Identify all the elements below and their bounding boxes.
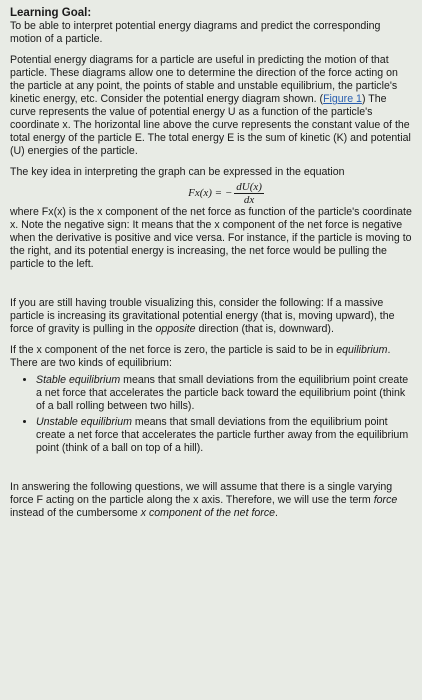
equation-numerator: dU(x) xyxy=(236,181,262,193)
closing-emphasis-2: x component of the net force xyxy=(140,507,276,519)
figure-1-link[interactable]: Figure 1 xyxy=(323,93,362,105)
force-equation xyxy=(40,181,412,206)
equation-denominator: dx xyxy=(243,194,255,206)
closing-text-3: . xyxy=(275,507,278,519)
equilibrium-text-2: . There are two kinds of equilibrium: xyxy=(10,344,391,369)
stable-term: Stable equilibrium xyxy=(36,374,121,386)
equation-lhs: Fx(x) = − xyxy=(188,187,233,199)
learning-goal-title: Learning Goal: xyxy=(10,7,92,19)
spacer xyxy=(10,463,412,481)
unstable-term: Unstable equilibrium xyxy=(36,416,132,428)
list-item-unstable xyxy=(36,416,412,455)
equilibrium-emphasis: equilibrium xyxy=(336,344,388,356)
equation-fraction xyxy=(234,181,264,206)
equilibrium-text-1: If the x component of the net force is zero, the particle is said to be in xyxy=(10,344,337,356)
where-paragraph: where Fx(x) is the x component of the net force as function of the particle's coordinate x. Note the negative sign: It means that the x component of the net force is negative when the derivative is positive and vice versa. For instance, if the particle is moving to the right, and its potential energy is increasing, the net force would be pulling the particle to the left. xyxy=(10,206,412,270)
stable-text: means that small deviations from the equilibrium point create a net force that accelerates the particle back toward the equilibrium point (think of a ball rolling between two hills). xyxy=(36,374,409,412)
intro-text-2: ) The curve represents the value of potential energy U as a function of the particle's coordinate x. The horizontal line above the curve represents the constant value of the total energy of the particle E. The total energy E is the sum of kinetic (K) and potential (U) energies of the particle. xyxy=(10,93,411,157)
trouble-text-1: If you are still having trouble visualizing this, consider the following: If a massive particle is increasing its gravitational potential energy (that is, moving upward), the force of gravity is pulling in the xyxy=(10,297,395,335)
key-idea-text: The key idea in interpreting the graph can be expressed in the equation xyxy=(10,166,345,178)
closing-text-1: In answering the following questions, we will assume that there is a single varying force F acting on the particle along the x axis. Therefore, we will use the term xyxy=(10,481,393,506)
closing-text-2: instead of the cumbersome xyxy=(10,507,141,519)
intro-paragraph xyxy=(10,54,412,158)
spacer xyxy=(10,279,412,297)
trouble-text-2: direction (that is, downward). xyxy=(195,323,334,335)
list-item-stable xyxy=(36,374,412,413)
closing-emphasis-1: force xyxy=(373,494,398,506)
trouble-paragraph xyxy=(10,297,412,336)
closing-paragraph xyxy=(10,481,412,520)
unstable-text: means that small deviations from the equilibrium point create a net force that accelerates the particle further away from the equilibrium point (think of a ball on top of a hill). xyxy=(36,416,409,454)
trouble-emphasis: opposite xyxy=(155,323,196,335)
learning-goal-text: To be able to interpret potential energy diagrams and predict the corresponding motion of a particle. xyxy=(10,20,381,45)
equilibrium-list xyxy=(10,374,412,455)
equilibrium-paragraph xyxy=(10,344,412,370)
intro-text-1: Potential energy diagrams for a particle are useful in predicting the motion of that particle. These diagrams allow one to determine the direction of the force acting on the particle at any point, the points of stable and unstable equilibrium, the particle's kinetic energy, etc. Consider the potential energy diagram shown. ( xyxy=(10,54,398,105)
